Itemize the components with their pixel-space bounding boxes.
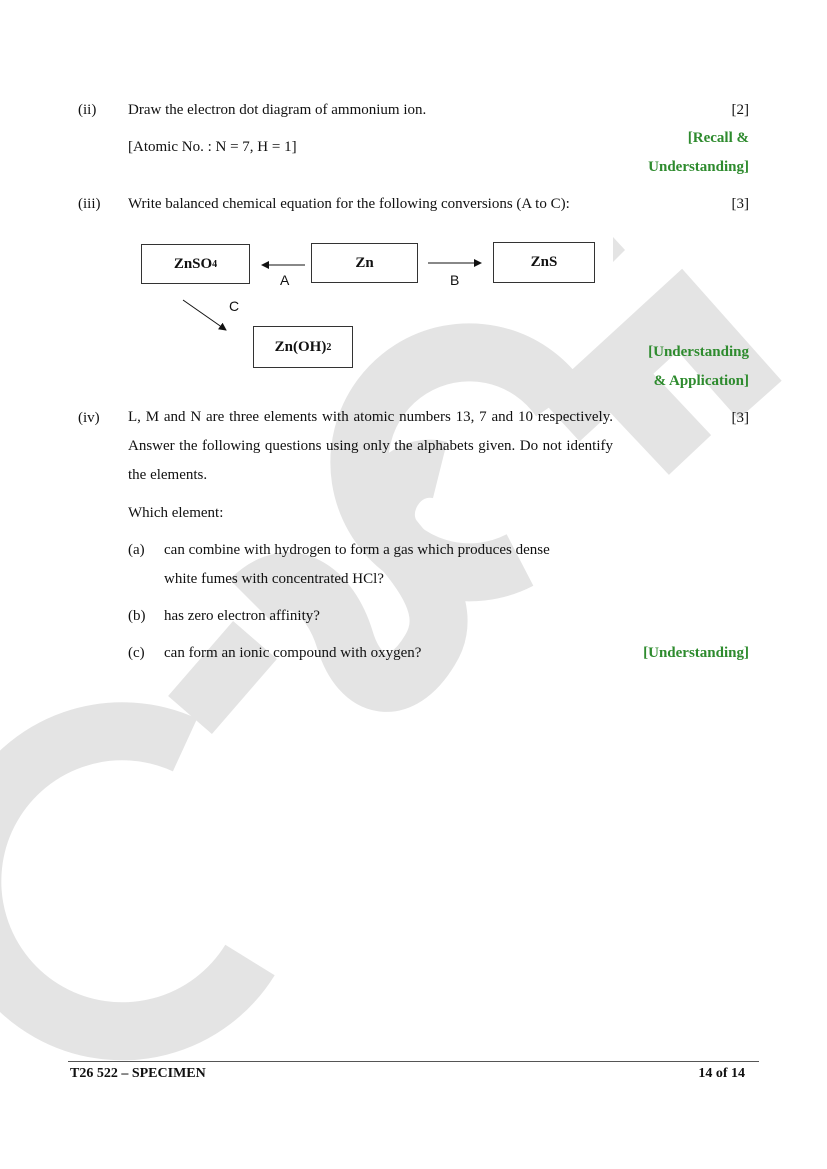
page-number: 14 of 14 [698,1066,745,1081]
footer-rule [68,1061,759,1062]
cognitive-tag: Understanding] [648,159,749,175]
part-text: has zero electron affinity? [164,608,320,624]
cognitive-tag: [Understanding] [643,645,749,661]
cognitive-tag: [Recall & [687,130,749,146]
box-zns: ZnS [493,242,595,283]
part-text: can combine with hydrogen to form a gas which produces dense [164,542,550,558]
atomic-numbers: [Atomic No. : N = 7, H = 1] [128,139,297,155]
box-zn: Zn [311,243,418,283]
question-text: L, M and N are three elements with atomic numbers 13, 7 and 10 respectively. Answer the following questions using only the alphabets given. Do not identify the elements. [128,409,613,483]
marks: [2] [731,102,749,118]
part-text: can form an ionic compound with oxygen? [164,645,422,661]
cognitive-tag: & Application] [653,373,749,389]
part-label: (a) [128,542,145,558]
arrow-c [183,300,226,330]
sub-prompt: Which element: [128,505,224,521]
part-label: (c) [128,645,145,661]
question-number: (ii) [78,102,97,118]
box-zn-oh-2: Zn(OH) 2 [253,326,353,368]
question-text: Write balanced chemical equation for the following conversions (A to C): [128,196,570,212]
label-a: A [280,272,290,288]
cognitive-tag: [Understanding [648,344,749,360]
marks: [3] [731,196,749,212]
part-label: (b) [128,608,146,624]
box-znso4: ZnSO 4 [141,244,250,284]
part-text: white fumes with concentrated HCl? [164,571,384,587]
question-text: Draw the electron dot diagram of ammonium ion. [128,102,427,118]
question-number: (iv) [78,410,100,426]
label-c: C [229,298,240,314]
label-b: B [450,272,460,288]
question-number: (iii) [78,196,101,212]
footer-code: T26 522 – SPECIMEN [70,1066,206,1081]
marks: [3] [731,410,749,426]
